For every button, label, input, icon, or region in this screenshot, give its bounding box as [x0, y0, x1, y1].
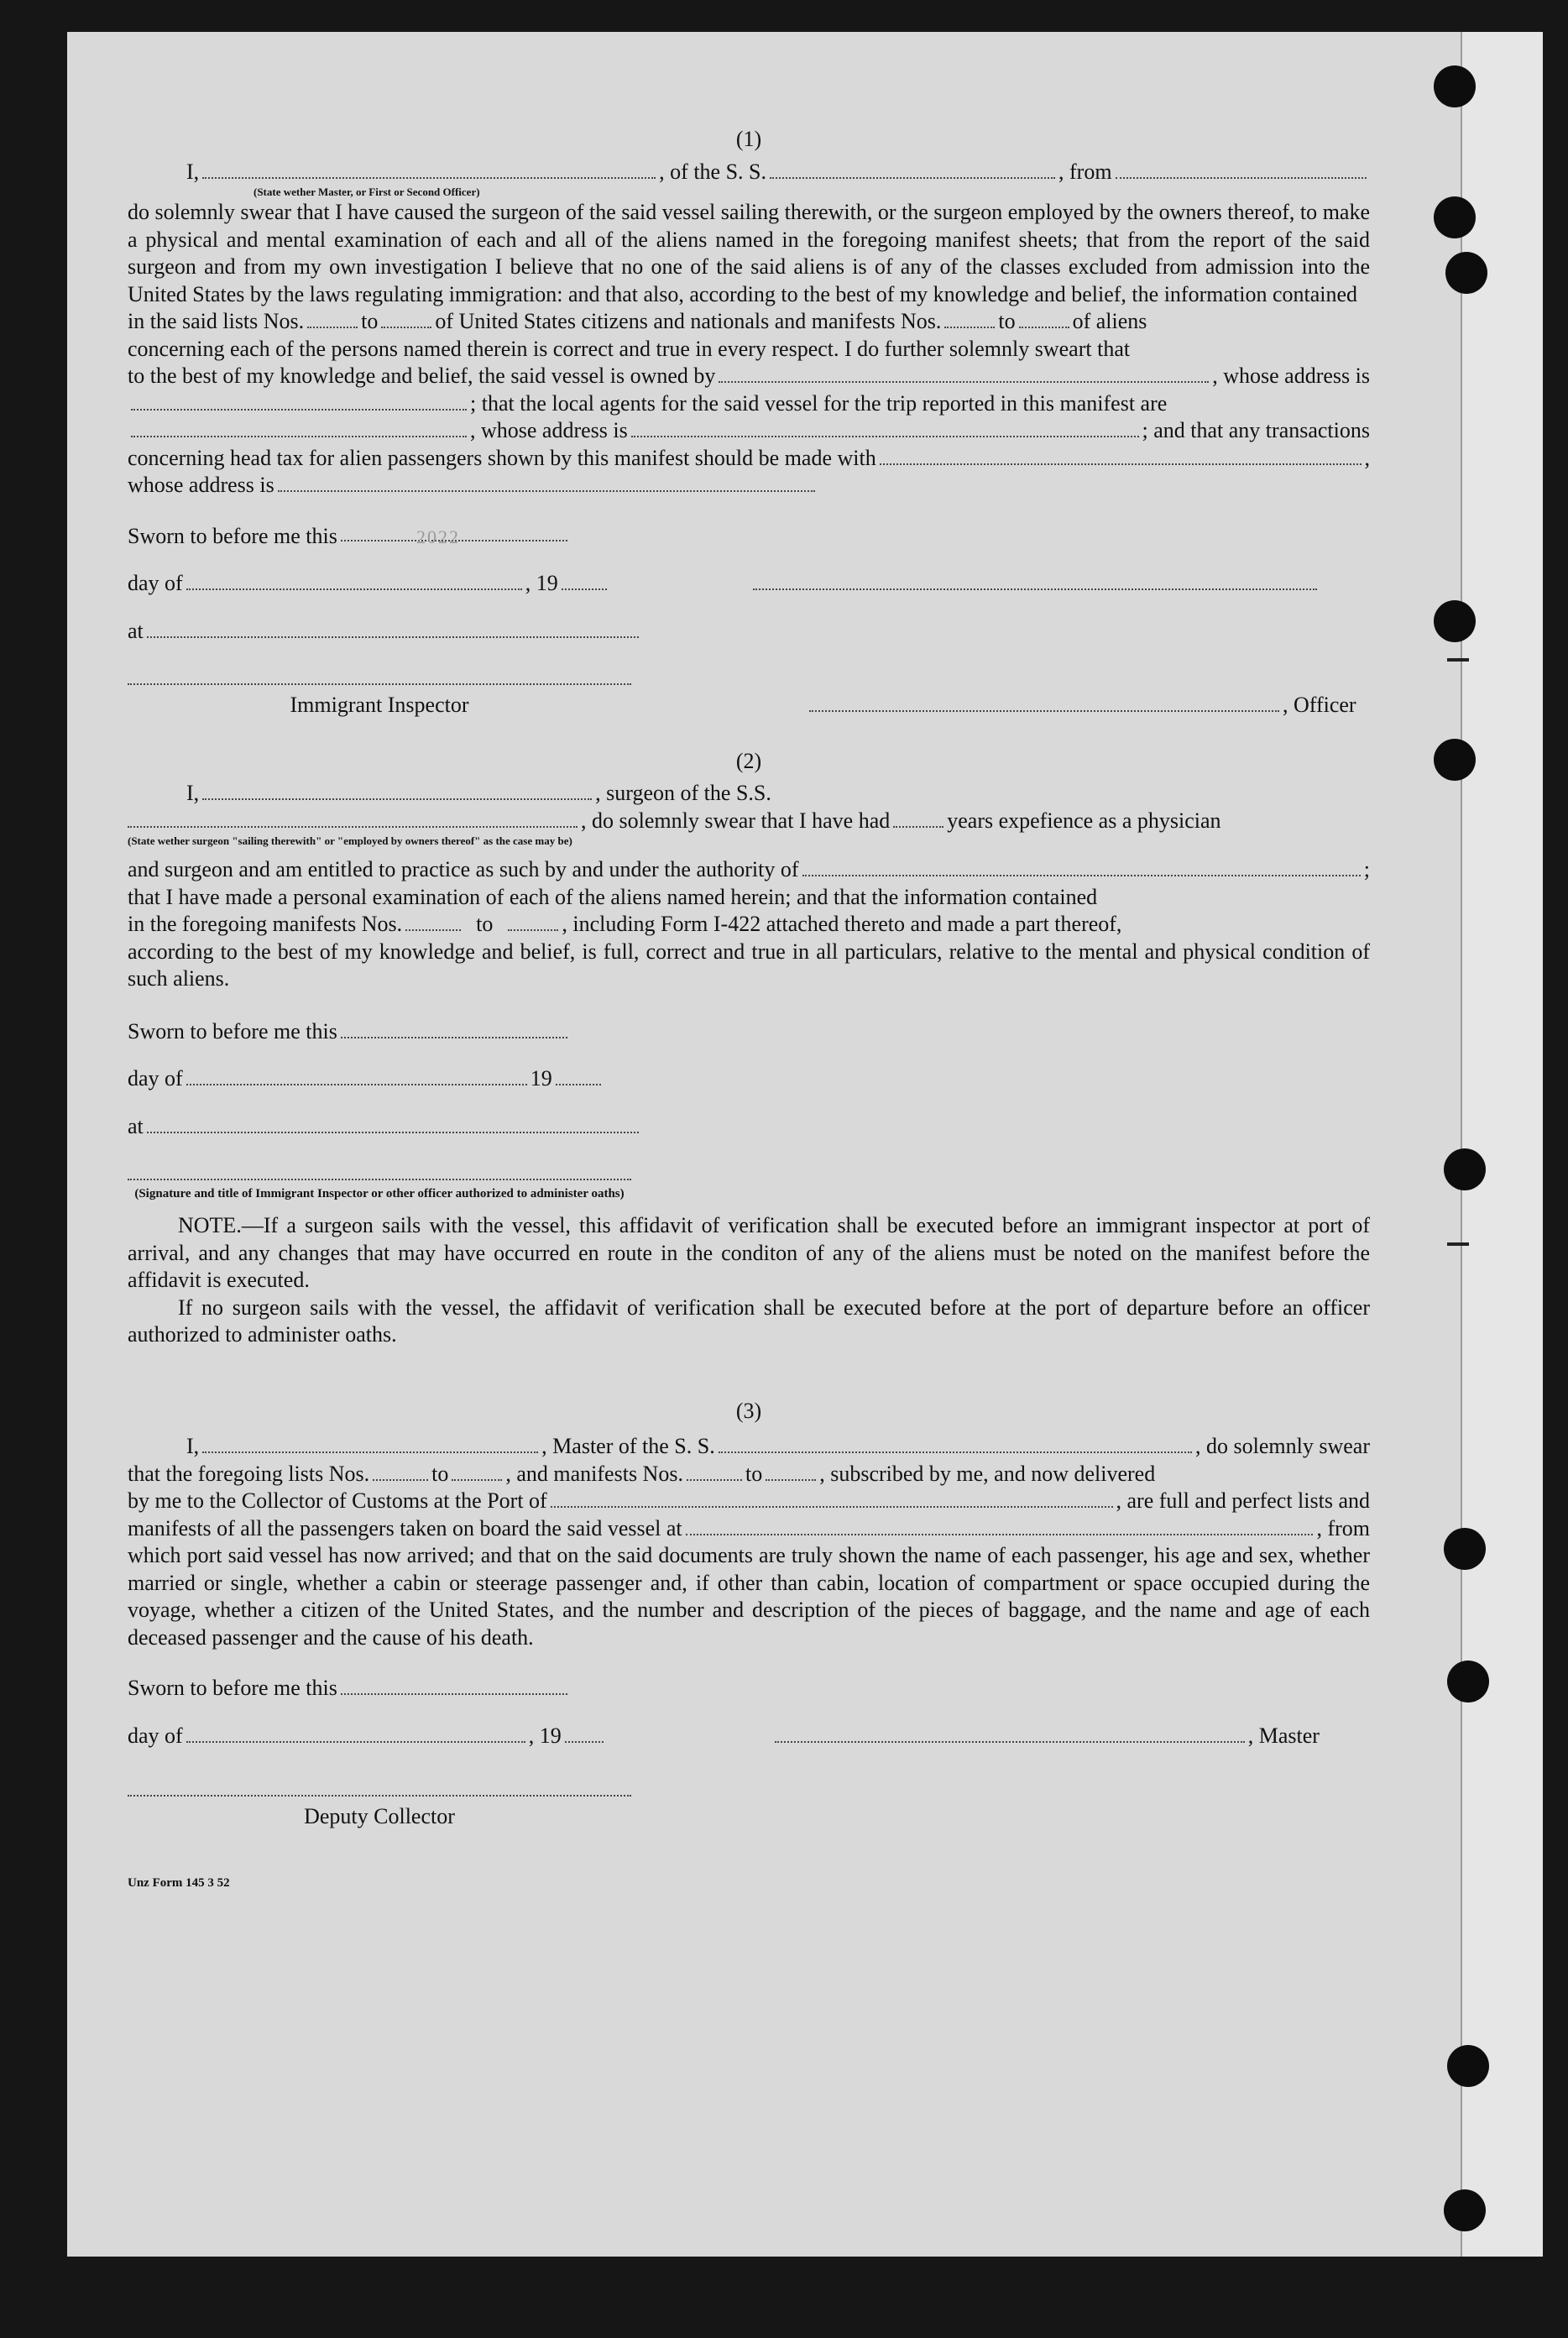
deputy-collector-caption: Deputy Collector [304, 1804, 455, 1828]
ship-name-field[interactable] [770, 160, 1055, 179]
alien-manifest-to-field[interactable] [1019, 310, 1069, 328]
owner-line: to the best of my knowledge and belief, the said vessel is owned by , whose address is [128, 364, 1370, 388]
s1-signature-lines [128, 667, 1370, 685]
s2-day-line: day of 19 [128, 1065, 1370, 1093]
s3-manifest-from-field[interactable] [687, 1462, 742, 1481]
punch-hole [1434, 739, 1476, 781]
years-experience-field[interactable] [893, 809, 943, 828]
officer-name-field[interactable] [202, 160, 656, 179]
form-number: Unz Form 145 3 52 [128, 1875, 230, 1890]
section-1-body-2: concerning each of the persons named therein is correct and true in every respect. I do further solemnly sweart that [128, 336, 1131, 361]
agents-line: ; that the local agents for the said vessel for the trip reported in this manifest are [128, 390, 1370, 418]
section-2-heading: (2) [735, 748, 762, 773]
s1-place-field[interactable] [147, 620, 639, 638]
board-line: manifests of all the passengers taken on board the said vessel at , from [128, 1515, 1370, 1540]
s1-sworn-date-field[interactable] [341, 523, 567, 547]
punch-hole [1447, 1661, 1489, 1703]
master-name-field[interactable] [202, 1435, 538, 1453]
owner-address-field[interactable] [131, 392, 467, 411]
s2-manifest-to-field[interactable] [508, 913, 558, 931]
collector-signature-field[interactable] [128, 1778, 631, 1797]
s2-sworn-line: Sworn to before me this [128, 1018, 1370, 1046]
note-surgeon-sails: NOTE.—If a surgeon sails with the vessel, this affidavit of verification shall be executed before an immigrant inspector at port of arrival, and any changes that may have occurred en route in the conditon of any of the aliens must be noted on the manifest before the affidavit is executed. [128, 1213, 1370, 1292]
citizen-list-from-field[interactable] [307, 310, 358, 328]
binding-margin [1461, 32, 1543, 2257]
surgeon-role-note: (State wether surgeon "sailing therewith" or "employed by owners thereof" as the case may be) [128, 834, 572, 847]
s2-signature-line [128, 1162, 1370, 1180]
s1-inspector-signature-field[interactable] [128, 667, 631, 685]
s1-signature-captions [128, 685, 1370, 719]
mark [1447, 1242, 1469, 1246]
punch-hole [1444, 1528, 1486, 1570]
surgeon-role-field[interactable] [128, 809, 578, 828]
s2-year-field[interactable] [556, 1067, 601, 1085]
s1-officer-signature-field[interactable] [809, 693, 1279, 712]
manifests-line: in the foregoing manifests Nos. to , including Form I-422 attached thereto and made a part thereof, [128, 912, 1122, 936]
section-2-line-1: I, , surgeon of the S.S. [186, 781, 771, 805]
s3-manifest-to-field[interactable] [766, 1462, 816, 1481]
s1-year-field[interactable] [562, 572, 607, 590]
immigrant-inspector-caption: Immigrant Inspector [290, 693, 469, 717]
agents-address-line: , whose address is ; and that any transactions [128, 417, 1370, 445]
punch-hole [1434, 600, 1476, 642]
s3-sworn-line: Sworn to before me this [128, 1675, 1370, 1703]
s2-sworn-date-field[interactable] [341, 1020, 567, 1038]
s2-day-field[interactable] [186, 1067, 527, 1085]
s3-collector-line [128, 1778, 1370, 1797]
license-authority-field[interactable] [802, 858, 1361, 876]
master-caption: , Master [1247, 1723, 1320, 1748]
s1-at-line: at [128, 618, 1370, 646]
surgeon-name-field[interactable] [202, 782, 592, 800]
s2-inspector-signature-field[interactable] [128, 1162, 631, 1180]
agents-address-field[interactable] [631, 419, 1139, 437]
s1-officer-signature-top-field[interactable] [753, 572, 1317, 590]
s3-sworn-date-field[interactable] [341, 1676, 567, 1695]
affidavit-content [128, 126, 1370, 1896]
head-tax-contact-field[interactable] [880, 447, 1362, 465]
s3-year-field[interactable] [565, 1724, 604, 1743]
section-2-body-2: according to the best of my knowledge and belief, is full, correct and true in all particulars, relative to the mental and physical condition of such aliens. [128, 939, 1370, 991]
s3-lists-line: that the foregoing lists Nos. to , and manifests Nos. to , subscribed by me, and now delivered [128, 1461, 1156, 1486]
lists-line: in the said lists Nos. to of United States citizens and nationals and manifests Nos. to of aliens [128, 309, 1147, 333]
s3-list-to-field[interactable] [452, 1462, 502, 1481]
s1-sworn-line: Sworn to before me this 2022 [128, 523, 1370, 551]
s2-at-line: at [128, 1113, 1370, 1141]
citizen-list-to-field[interactable] [381, 310, 431, 328]
arrival-port-field[interactable] [551, 1489, 1113, 1508]
head-tax-address-field[interactable] [278, 473, 815, 492]
mark [1447, 658, 1469, 662]
whose-address-line: whose address is [128, 472, 1370, 500]
boarding-port-field[interactable] [686, 1517, 1314, 1535]
alien-manifest-from-field[interactable] [944, 310, 995, 328]
punch-hole [1444, 1148, 1486, 1190]
section-3-line-1: I, , Master of the S. S. , do solemnly swear [186, 1434, 1370, 1458]
faint-stamp: 2022 [416, 526, 460, 547]
section-1-heading: (1) [735, 127, 762, 151]
section-1-line-1: I, , of the S. S. , from [128, 159, 1370, 186]
master-signature-field[interactable] [775, 1724, 1245, 1743]
head-tax-line: concerning head tax for alien passengers shown by this manifest should be made with , [128, 445, 1370, 470]
surgeon-swear-line: , do solemnly swear that I have had years expefience as a physician [128, 808, 1370, 835]
punch-hole [1434, 65, 1476, 107]
s3-list-from-field[interactable] [373, 1462, 428, 1481]
punch-hole [1434, 196, 1476, 238]
local-agents-field[interactable] [131, 419, 467, 437]
officer-caption: , Officer [1283, 693, 1356, 717]
s2-manifest-from-field[interactable] [405, 913, 461, 931]
s2-signature-caption: (Signature and title of Immigrant Inspector or other officer authorized to administer oaths) [134, 1187, 625, 1200]
punch-hole [1444, 2189, 1486, 2231]
vessel-owner-field[interactable] [719, 364, 1209, 383]
officer-rank-note: (State wether Master, or First or Second Officer) [253, 186, 480, 198]
port-line: by me to the Collector of Customs at the Port of , are full and perfect lists and [128, 1488, 1370, 1513]
section-2-body: that I have made a personal examination of each of the aliens named herein; and that the information contained [128, 884, 1098, 909]
s3-ship-name-field[interactable] [719, 1435, 1192, 1453]
section-1-body: do solemnly swear that I have caused the surgeon of the said vessel sailing therewith, or the surgeon employed by the owners thereof, to make a physical and mental examination of each and all of the aliens named in the foregoing manifest sheets; that from the report of the said surgeon and from my own investigation I believe that no one of the said aliens is of any of the classes excluded from admission into the United States by the laws regulating immigration: and that also, according to the best of my knowledge and belief, the information contained [128, 200, 1370, 306]
s1-day-line: day of , 19 [128, 570, 1370, 598]
s3-day-field[interactable] [186, 1724, 525, 1743]
punch-hole [1445, 252, 1487, 294]
origin-port-field[interactable] [1116, 160, 1367, 179]
s1-day-field[interactable] [186, 572, 522, 590]
s3-day-line: day of , 19 , Master [128, 1723, 1370, 1750]
punch-hole [1447, 2045, 1489, 2087]
section-3-body: which port said vessel has now arrived; and that on the said documents are truly shown the name of each passenger, his age and sex, whether married or single, whether a cabin or steerage passenger and, if other than cabin, location of compartment or space occupied during the voyage, whether a citizen of the United States, and the number and description of the pieces of baggage, and the name and age of each deceased passenger and the cause of his death. [128, 1543, 1370, 1650]
section-3-heading: (3) [735, 1398, 762, 1423]
note-no-surgeon: If no surgeon sails with the vessel, the affidavit of verification shall be executed before at the port of departure before an officer authorized to administer oaths. [128, 1295, 1370, 1347]
authority-line: and surgeon and am entitled to practice as such by and under the authority of ; [128, 857, 1370, 881]
s2-place-field[interactable] [147, 1115, 639, 1133]
